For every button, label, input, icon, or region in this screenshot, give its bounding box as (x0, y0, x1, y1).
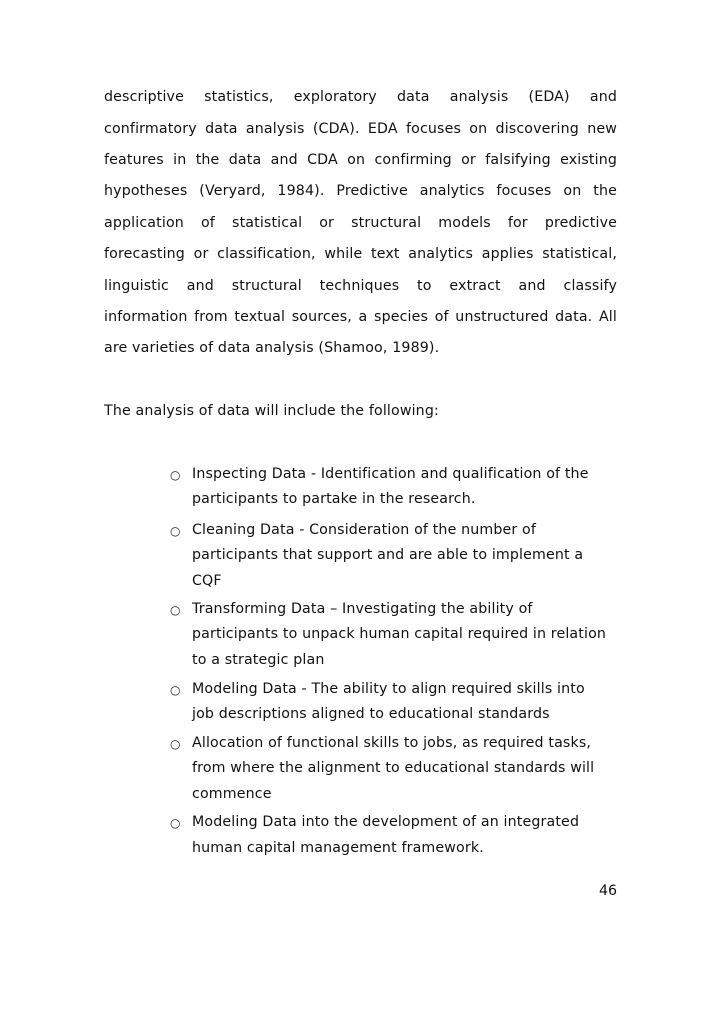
list-item-line: job descriptions aligned to educational standards (192, 706, 550, 722)
paragraph-line: linguistic and structural techniques to extract and classify (104, 278, 617, 294)
list-item-line: CQF (192, 573, 222, 589)
list-item-line: to a strategic plan (192, 652, 325, 668)
paragraph-line: hypotheses (Veryard, 1984). Predictive analytics focuses on the (104, 183, 617, 199)
list-item-line: from where the alignment to educational standards will (192, 760, 595, 776)
bullet-marker: ○ (170, 683, 181, 697)
bullet-marker: ○ (170, 524, 181, 538)
list-item-line: participants to partake in the research. (192, 491, 476, 507)
paragraph-line: descriptive statistics, exploratory data analysis (EDA) and (104, 89, 617, 105)
list-item-line: Cleaning Data - Consideration of the number of (192, 522, 537, 538)
list-item-line: participants to unpack human capital required in relation (192, 626, 607, 642)
list-item-line: participants that support and are able to implement a (192, 547, 584, 563)
list-item-line: Modeling Data - The ability to align required skills into (192, 681, 585, 697)
list-item-line: commence (192, 786, 272, 802)
list-item-line: human capital management framework. (192, 840, 484, 856)
bullet-marker: ○ (170, 816, 181, 830)
bullet-marker: ○ (170, 603, 181, 617)
list-item-line: Inspecting Data - Identification and qualification of the (192, 466, 589, 482)
page-number: 46 (598, 883, 617, 899)
paragraph-line: features in the data and CDA on confirming or falsifying existing (104, 152, 617, 168)
paragraph-line: forecasting or classification, while text analytics applies statistical, (104, 246, 617, 262)
paragraph-line: application of statistical or structural models for predictive (104, 215, 617, 231)
paragraph-line: information from textual sources, a species of unstructured data. All (104, 309, 617, 325)
list-item-line: Allocation of functional skills to jobs, as required tasks, (192, 735, 592, 751)
paragraph-line: confirmatory data analysis (CDA). EDA focuses on discovering new (104, 121, 617, 137)
list-item-line: Modeling Data into the development of an integrated (192, 814, 580, 830)
bullet-marker: ○ (170, 468, 181, 482)
bullet-marker: ○ (170, 737, 181, 751)
list-item-line: Transforming Data – Investigating the ability of (192, 601, 533, 617)
list-intro: The analysis of data will include the following: (104, 403, 439, 419)
paragraph-line: are varieties of data analysis (Shamoo, 1989). (104, 340, 440, 356)
